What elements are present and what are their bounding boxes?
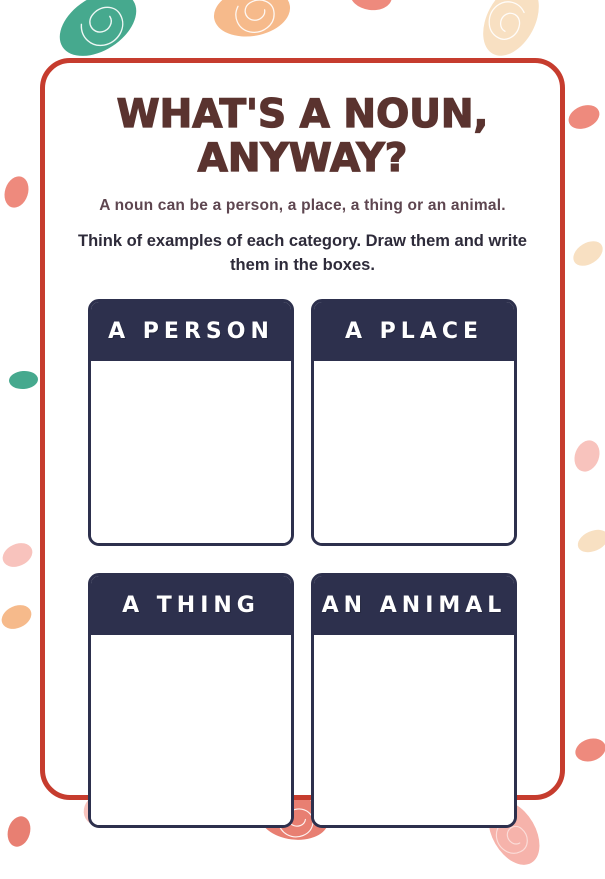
category-header-place <box>314 302 514 361</box>
salmon-oval-right-1 <box>565 101 603 133</box>
drawing-area-person[interactable] <box>91 361 291 543</box>
salmon-oval-left <box>1 173 33 211</box>
category-box-thing <box>88 573 294 828</box>
category-box-place <box>311 299 517 546</box>
category-boxes <box>45 299 560 828</box>
orange-oval-left <box>0 601 35 634</box>
drawing-area-animal[interactable] <box>314 635 514 825</box>
pink-blob-top <box>348 0 394 13</box>
category-box-person <box>88 299 294 546</box>
page-title: WHAT'S A NOUN, ANYWAY? <box>116 92 489 181</box>
worksheet-instructions: Think of examples of each category. Draw them and write them in the boxes. <box>78 232 527 275</box>
category-box-animal <box>311 573 517 828</box>
category-label-thing: A THING <box>122 593 260 619</box>
category-header-person <box>91 302 291 361</box>
worksheet-subtitle: A noun can be a person, a place, a thing or an animal. <box>99 197 506 215</box>
orange-swirl-blob <box>208 0 297 47</box>
drawing-area-place[interactable] <box>314 361 514 543</box>
salmon-oval-left-bottom <box>4 814 34 850</box>
peach-oval-right-1 <box>569 236 605 271</box>
category-label-place: A PLACE <box>344 319 484 345</box>
pink-oval-right <box>570 437 603 475</box>
category-label-person: A PERSON <box>108 319 274 345</box>
drawing-area-thing[interactable] <box>91 635 291 825</box>
category-header-animal <box>314 576 514 635</box>
salmon-oval-right-2 <box>572 735 605 766</box>
teal-oval-left <box>8 370 38 390</box>
pink-oval-left <box>0 539 36 572</box>
peach-oval-right-2 <box>574 525 605 556</box>
category-label-animal: AN ANIMAL <box>321 593 507 619</box>
worksheet-card <box>40 58 565 800</box>
category-header-thing <box>91 576 291 635</box>
